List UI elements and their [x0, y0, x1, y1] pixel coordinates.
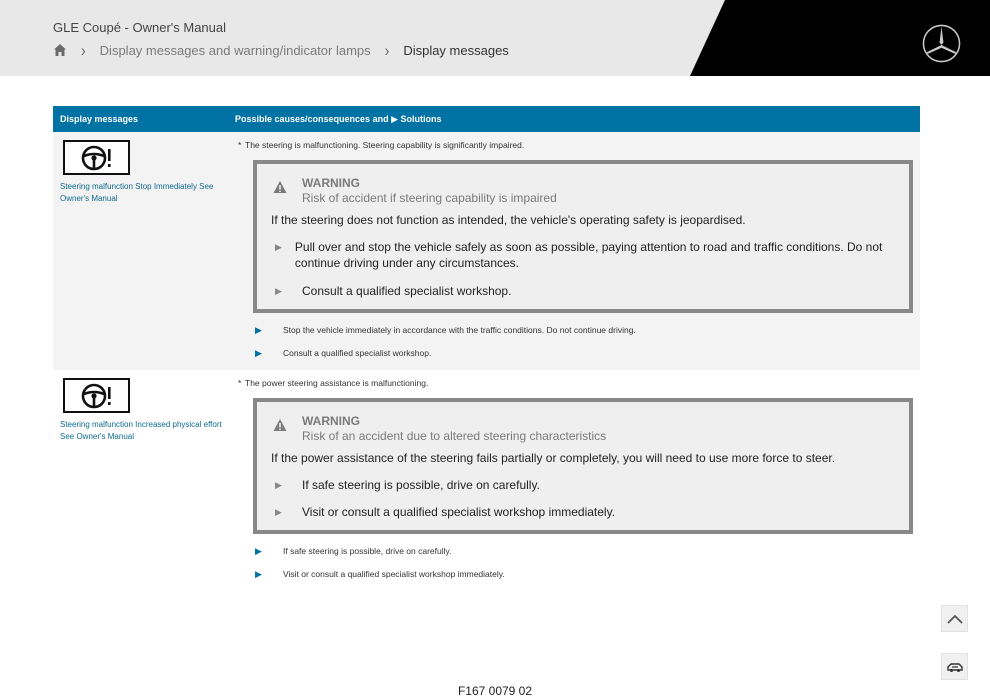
warning-title: WARNING: [302, 176, 360, 190]
warning-step: [271, 504, 895, 520]
manual-title: GLE Coupé - Owner's Manual: [53, 20, 227, 35]
table-header: [53, 106, 920, 132]
cause-text: * The steering is malfunctioning. Steering capability is significantly impaired.: [235, 140, 920, 150]
steering-wheel-exclamation-icon: [63, 140, 130, 175]
warning-heading: [271, 414, 895, 444]
cause-text: * The power steering assistance is malfunctioning.: [235, 378, 920, 388]
warning-title: WARNING: [302, 414, 360, 428]
warning-lead-text: If the steering does not function as intended, the vehicle's operating safety is jeopardised.: [271, 213, 746, 227]
solution-steps: [255, 546, 920, 580]
symbol-cell: [53, 132, 235, 370]
warning-box: [253, 398, 913, 534]
warning-step: [271, 283, 895, 299]
breadcrumb: [53, 42, 509, 58]
scroll-to-top-button[interactable]: [941, 605, 968, 632]
solution-step: [255, 546, 920, 557]
triangle-right-icon: ▶: [255, 325, 262, 335]
causes-cell: [235, 370, 920, 590]
solution-step-text: If safe steering is possible, drive on carefully.: [283, 546, 452, 556]
causes-cell: [235, 132, 920, 370]
solution-step-text: Consult a qualified specialist workshop.: [283, 348, 432, 358]
triangle-right-icon: ▶: [275, 242, 282, 252]
warning-subtitle: Risk of accident if steering capability is impaired: [302, 191, 557, 205]
warning-step-text: Consult a qualified specialist workshop.: [302, 284, 512, 298]
solution-step-text: Stop the vehicle immediately in accordance with the traffic conditions. Do not continue driving.: [283, 325, 636, 335]
warning-box: [253, 160, 913, 313]
chevron-right-icon: ›: [81, 40, 86, 60]
triangle-right-icon: ▶: [255, 348, 262, 358]
warning-step: [271, 239, 895, 271]
home-icon[interactable]: [53, 43, 67, 57]
vehicle-icon: [946, 661, 964, 673]
triangle-right-icon: ▶: [275, 286, 282, 296]
table-row: [53, 132, 920, 370]
warning-triangle-icon: [273, 180, 287, 194]
solution-step: [255, 325, 920, 336]
warning-subtitle: Risk of an accident due to altered steering characteristics: [302, 429, 607, 443]
display-messages-table: [53, 106, 920, 590]
chevron-up-icon: [947, 614, 963, 624]
symbol-caption[interactable]: Steering malfunction Increased physical effort See Owner's Manual: [60, 420, 222, 441]
breadcrumb-current: Display messages: [403, 42, 509, 58]
triangle-right-icon: ▶: [275, 480, 282, 490]
breadcrumb-link-display-messages-lamps[interactable]: Display messages and warning/indicator lamps: [99, 42, 371, 58]
warning-step-text: Pull over and stop the vehicle safely as soon as possible, paying attention to road and traffic conditions. Do not continue driving under any circumstances.: [294, 240, 883, 270]
chevron-right-icon: ›: [384, 40, 390, 60]
column-header-causes-solutions: Possible causes/consequences and ▶ Solutions: [235, 113, 442, 124]
solution-step: [255, 348, 920, 359]
vehicle-view-button[interactable]: [941, 653, 968, 680]
triangle-right-icon: ▶: [255, 569, 262, 579]
warning-step-text: If safe steering is possible, drive on carefully.: [302, 478, 540, 492]
warning-lead-text: If the power assistance of the steering fails partially or completely, you will need to use more force to steer.: [271, 451, 836, 465]
figure-reference: F167 0079 02: [457, 684, 533, 698]
table-row: [53, 370, 920, 590]
column-header-display-messages: Display messages: [60, 114, 139, 124]
solution-step-text: Visit or consult a qualified specialist workshop immediately.: [283, 569, 505, 579]
triangle-right-icon: ▶: [255, 546, 262, 556]
warning-triangle-icon: [273, 418, 287, 432]
solution-steps: [255, 325, 920, 359]
triangle-right-icon: ▶: [275, 507, 282, 517]
solution-step: [255, 569, 920, 580]
warning-step: [271, 477, 895, 493]
warning-step-text: Visit or consult a qualified specialist workshop immediately.: [302, 505, 616, 519]
symbol-caption[interactable]: Steering malfunction Stop Immediately See Owner's Manual: [60, 182, 214, 203]
mercedes-star-logo[interactable]: [921, 23, 962, 64]
steering-wheel-exclamation-icon: [63, 378, 130, 413]
warning-heading: [271, 176, 895, 206]
symbol-cell: [53, 370, 235, 590]
